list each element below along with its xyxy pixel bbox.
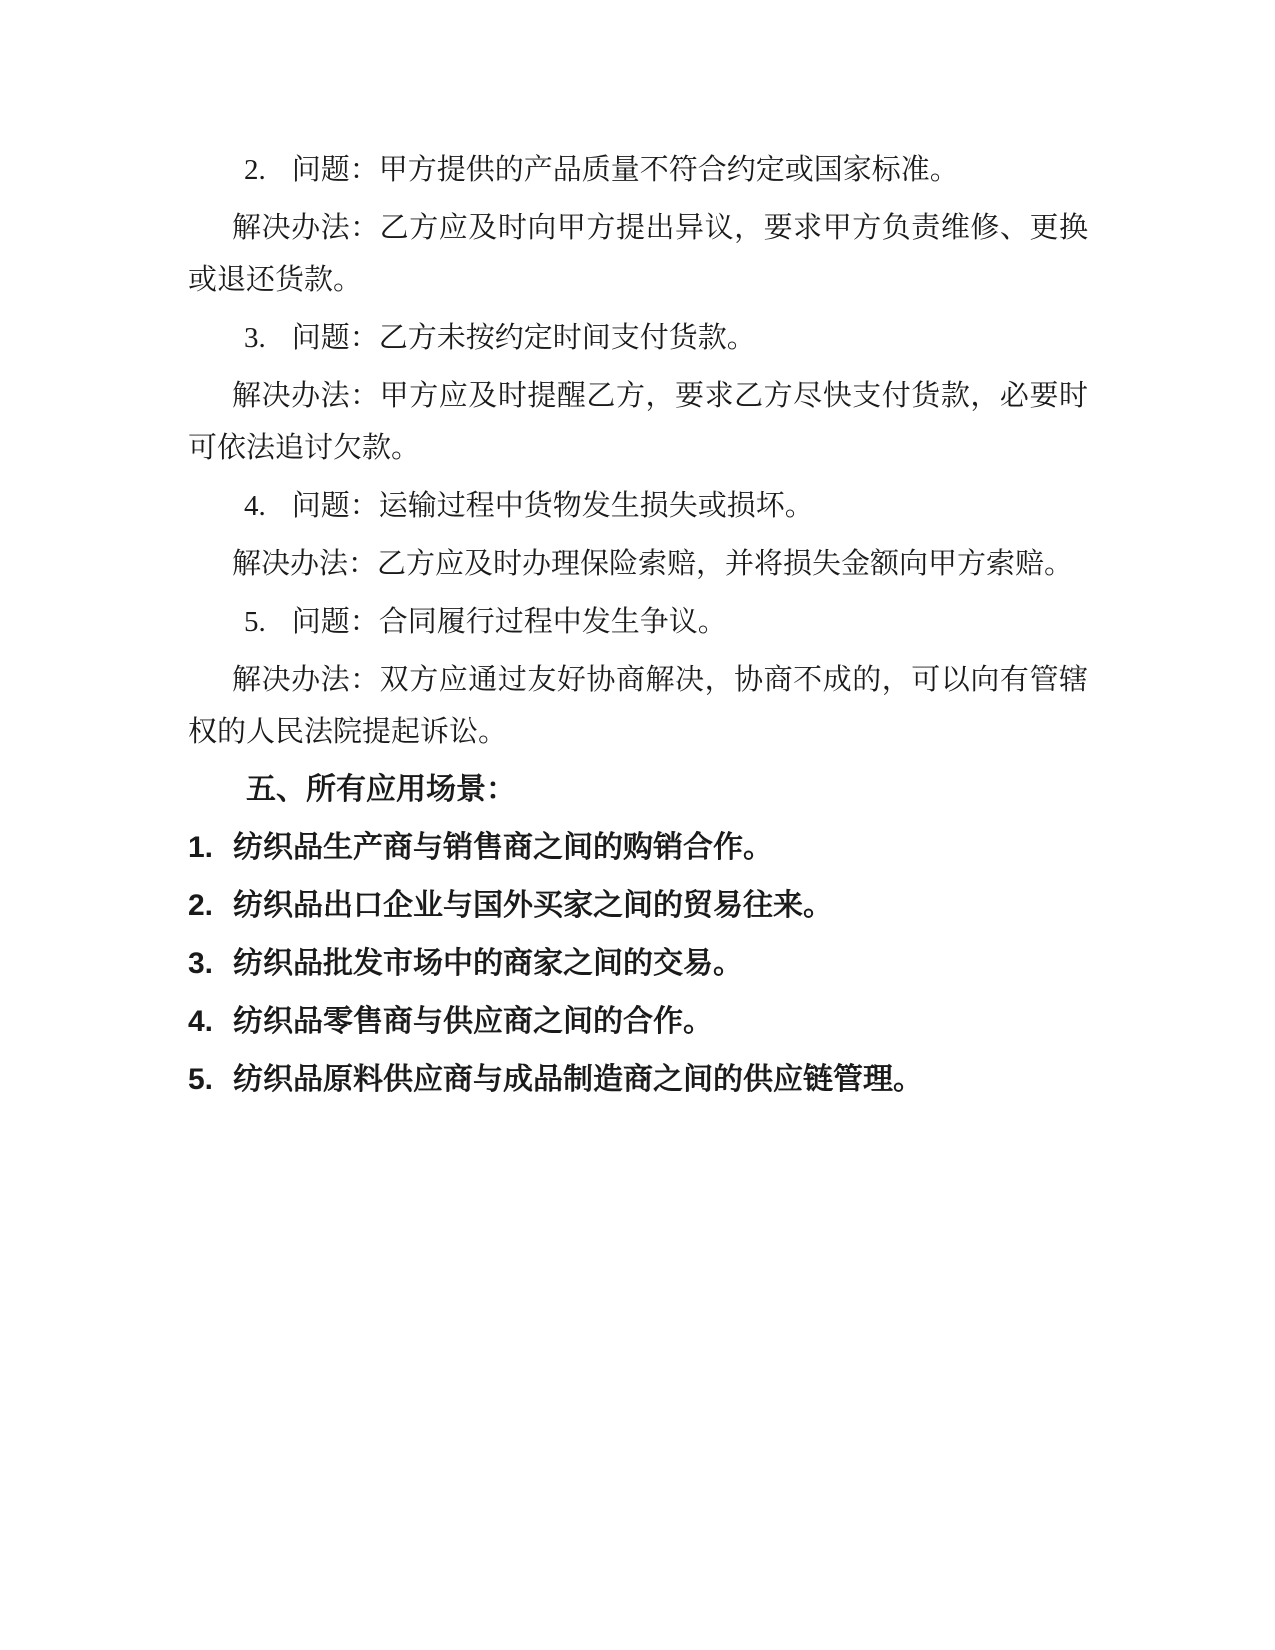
scenario-text: 纺织品生产商与销售商之间的购销合作。: [233, 831, 774, 864]
scenario-line: [188, 880, 1088, 932]
document-content: [188, 144, 1088, 1112]
scenario-number: 5.: [188, 1063, 214, 1096]
section-heading: 五、所有应用场景：: [246, 773, 516, 806]
question-number: 4.: [244, 490, 266, 522]
scenario-number: 1.: [188, 831, 214, 864]
solution-paragraph: 解决办法：乙方应及时办理保险索赔，并将损失金额向甲方索赔。: [232, 548, 1074, 580]
scenario-line: [188, 996, 1088, 1048]
scenario-text: 纺织品批发市场中的商家之间的交易。: [233, 947, 744, 980]
scenario-line: [188, 822, 1088, 874]
question-text: 问题：甲方提供的产品质量不符合约定或国家标准。: [291, 154, 959, 186]
question-line: [188, 480, 1088, 532]
scenario-number: 4.: [188, 1005, 214, 1038]
scenario-number: 3.: [188, 947, 214, 980]
question-line: [188, 312, 1088, 364]
scenario-line: [188, 1054, 1088, 1106]
scenario-text: 纺织品原料供应商与成品制造商之间的供应链管理。: [233, 1063, 924, 1096]
scenario-line: [188, 938, 1088, 990]
solution-paragraph: 解决办法：乙方应及时向甲方提出异议，要求甲方负责维修、更换或退还货款。: [188, 212, 1088, 296]
solution-paragraph: 解决办法：甲方应及时提醒乙方，要求乙方尽快支付货款，必要时可依法追讨欠款。: [188, 380, 1088, 464]
question-text: 问题：运输过程中货物发生损失或损坏。: [291, 490, 814, 522]
question-number: 3.: [244, 322, 266, 354]
question-text: 问题：合同履行过程中发生争议。: [291, 606, 727, 638]
scenario-number: 2.: [188, 889, 214, 922]
scenario-text: 纺织品出口企业与国外买家之间的贸易往来。: [233, 889, 834, 922]
question-text: 问题：乙方未按约定时间支付货款。: [291, 322, 756, 354]
question-number: 2.: [244, 154, 266, 186]
scenario-text: 纺织品零售商与供应商之间的合作。: [233, 1005, 714, 1038]
solution-paragraph: 解决办法：双方应通过友好协商解决，协商不成的，可以向有管辖权的人民法院提起诉讼。: [188, 664, 1088, 748]
question-line: [188, 596, 1088, 648]
question-number: 5.: [244, 606, 266, 638]
question-line: [188, 144, 1088, 196]
